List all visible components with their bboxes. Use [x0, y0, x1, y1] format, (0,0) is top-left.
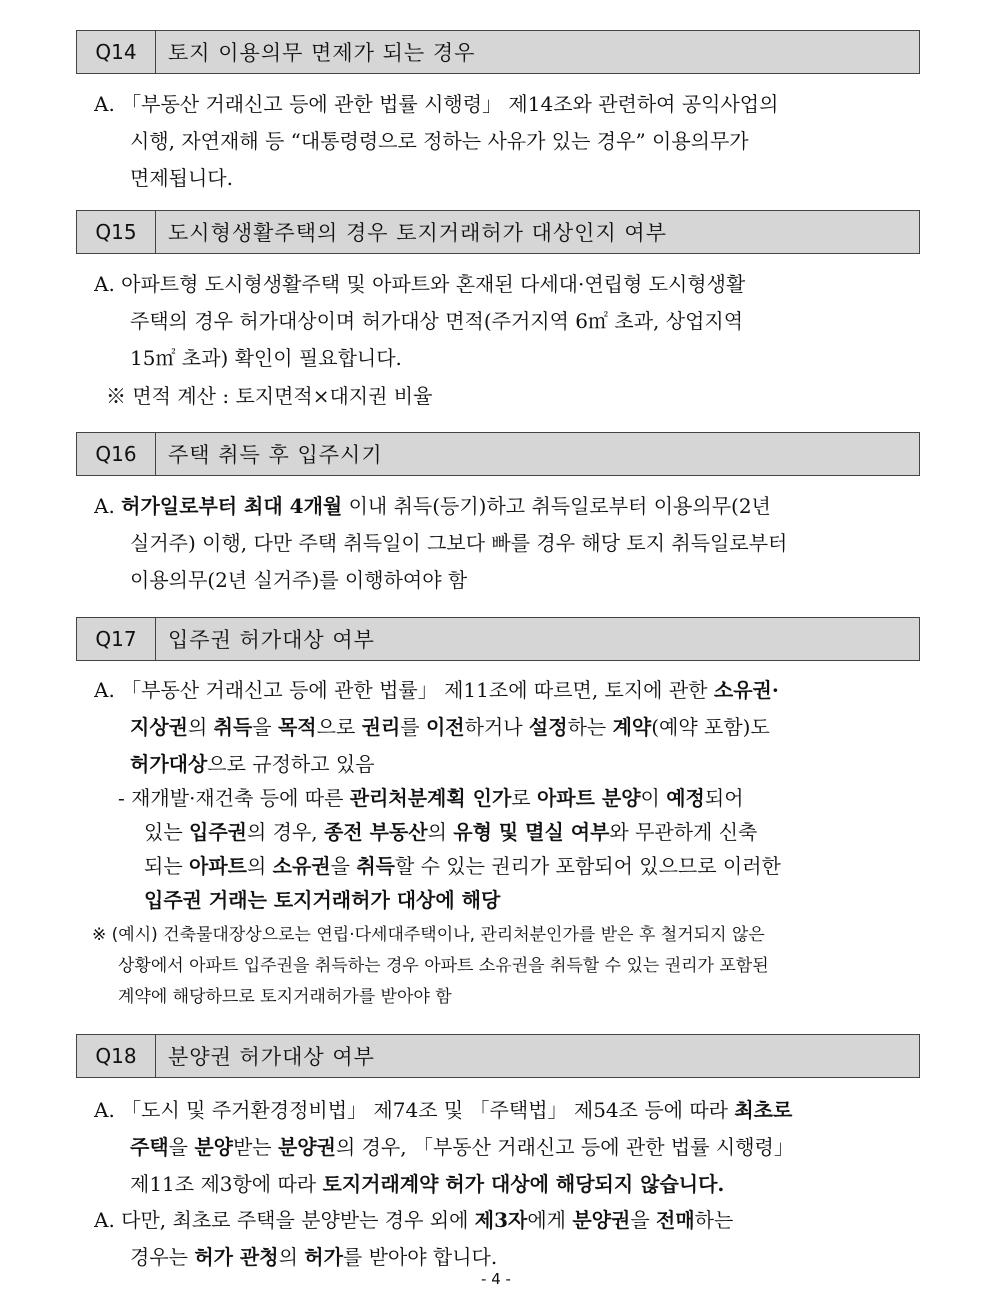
- q18-text: A. 다만, 최초로 주택을 분양받는 경우 외에: [94, 1208, 475, 1232]
- q18-emphasis: 분양: [194, 1135, 233, 1159]
- q16-answer-line-2: 실거주) 이행, 다만 주택 취득일이 그보다 빠를 경우 해당 토지 취득일로부터: [130, 531, 788, 555]
- q18-text: A. 「도시 및 주거환경정비법」 제74조 및 「주택법」 제54조 등에 따라: [94, 1098, 735, 1122]
- q17-text: 이: [640, 786, 667, 810]
- q18-text: 받는: [232, 1135, 278, 1159]
- q16-text: 이내 취득(등기)하고 취득일로부터 이용의무(2년: [342, 494, 771, 518]
- q17-emphasis: 취득: [356, 854, 395, 878]
- q17-text: 하는: [567, 715, 613, 739]
- q15-number: Q15: [77, 211, 156, 253]
- q17-example-line-3: 계약에 해당하므로 토지거래허가를 받아야 함: [118, 987, 452, 1007]
- q14-header: [76, 30, 920, 74]
- q14-answer: [94, 86, 922, 197]
- q17-text: 하거나: [464, 715, 529, 739]
- q18-emphasis: 분양권: [277, 1135, 336, 1159]
- q17-emphasis: 관리처분계획 인가: [349, 786, 512, 810]
- q17-text: - 재개발·재건축 등에 따른: [118, 786, 350, 810]
- q14-answer-line-2: 시행, 자연재해 등 “대통령령으로 정하는 사유가 있는 경우” 이용의무가: [130, 129, 749, 153]
- q18-text: 을: [168, 1135, 195, 1159]
- q17-text: 을: [330, 854, 357, 878]
- q18-header: [76, 1034, 920, 1078]
- q18-emphasis: 최초로: [734, 1098, 793, 1122]
- q17-text: 로: [511, 786, 537, 810]
- q17-emphasis: 소유권: [272, 854, 331, 878]
- q17-example: [92, 920, 922, 1013]
- q18-answer-2-line-1: [94, 1202, 922, 1239]
- q17-detail-line-3: [118, 849, 922, 883]
- q14-number: Q14: [77, 31, 156, 73]
- q15-header: [76, 210, 920, 254]
- q18-text: 을: [630, 1208, 656, 1232]
- q18-emphasis: 토지거래계약 허가 대상에 해당되지 않습니다.: [322, 1172, 725, 1196]
- q17-title: 입주권 허가대상 여부: [168, 628, 375, 652]
- q14-answer-line-1: A. 「부동산 거래신고 등에 관한 법률 시행령」 제14조와 관련하여 공익사업의: [94, 92, 779, 116]
- q15-title: 도시형생활주택의 경우 토지거래허가 대상인지 여부: [168, 221, 667, 245]
- q17-emphasis: 취득: [213, 715, 253, 739]
- q17-emphasis: 아파트: [189, 854, 247, 878]
- q17-emphasis: 허가대상: [130, 752, 208, 776]
- q17-emphasis: 입주권 거래는 토지거래허가 대상에 해당: [144, 888, 501, 912]
- q17-emphasis: 이전: [425, 715, 465, 739]
- q16-header: [76, 432, 920, 476]
- q18-emphasis: 전매: [656, 1208, 695, 1232]
- q17-text: 를: [400, 715, 426, 739]
- q18-text: 경우는: [130, 1245, 195, 1269]
- q17-text: 할 수 있는 권리가 포함되어 있으므로 이러한: [394, 854, 781, 878]
- q18-number: Q18: [77, 1035, 156, 1077]
- q17-text: A. 「부동산 거래신고 등에 관한 법률」 제11조에 따르면, 토지에 관한: [94, 678, 714, 702]
- q15-note: ※ 면적 계산 : 토지면적×대지권 비율: [106, 384, 433, 408]
- q14-title: 토지 이용의무 면제가 되는 경우: [168, 41, 476, 65]
- q16-answer-line-3: 이용의무(2년 실거주)를 이행하여야 함: [130, 568, 468, 592]
- q18-answer-1-line-2: [94, 1129, 922, 1166]
- q17-text: 와 무관하게 신축: [609, 820, 758, 844]
- q17-emphasis: 설정: [528, 715, 568, 739]
- q18-title: 분양권 허가대상 여부: [168, 1045, 375, 1069]
- q17-emphasis: 권리: [361, 715, 401, 739]
- q16-answer: [94, 488, 922, 599]
- q14-answer-line-3: 면제됩니다.: [130, 166, 233, 190]
- q18-text: 에게: [527, 1208, 573, 1232]
- q15-answer-line-1: A. 아파트형 도시형생활주택 및 아파트와 혼재된 다세대·연립형 도시형생활: [94, 272, 746, 296]
- q17-example-line-1: ※ (예시) 건축물대장상으로는 연립·다세대주택이나, 관리처분인가를 받은 후 철거되지 않은: [92, 925, 765, 945]
- q17-header: [76, 617, 920, 661]
- q18-emphasis: 허가 관청: [194, 1245, 279, 1269]
- q17-text: 있는: [144, 820, 189, 844]
- q17-emphasis: 계약: [612, 715, 652, 739]
- q15-answer-line-2: 주택의 경우 허가대상이며 허가대상 면적(주거지역 6㎡ 초과, 상업지역: [130, 309, 744, 333]
- q18-emphasis: 제3자: [474, 1208, 528, 1232]
- q16-title: 주택 취득 후 입주시기: [168, 443, 383, 467]
- q17-emphasis: 아파트 분양: [536, 786, 641, 810]
- q15-answer: [94, 266, 922, 377]
- q18-emphasis: 주택: [130, 1135, 169, 1159]
- q18-answer-2: [94, 1202, 922, 1276]
- q16-answer-line-1: [94, 488, 922, 525]
- q17-answer-line-2: [94, 709, 922, 746]
- q18-answer-1-line-1: [94, 1092, 922, 1129]
- q18-emphasis: 분양권: [572, 1208, 631, 1232]
- q17-text: 되는: [144, 854, 189, 878]
- q18-text: 의 경우, 「부동산 거래신고 등에 관한 법률 시행령」: [335, 1135, 794, 1159]
- q17-text: 으로: [316, 715, 362, 739]
- q17-answer-line-1: [94, 672, 922, 709]
- q18-text: 제11조 제3항에 따라: [130, 1172, 323, 1196]
- q17-text: 의 경우,: [246, 820, 325, 844]
- page-number: - 4 -: [481, 1270, 511, 1288]
- q17-text: (예약 포함)도: [651, 715, 770, 739]
- q17-emphasis: 소유권·: [713, 678, 779, 702]
- q17-answer-line-3: [94, 746, 922, 783]
- q17-text: 을: [252, 715, 278, 739]
- q17-emphasis: 종전 부동산: [324, 820, 428, 844]
- q17-text: 의: [427, 820, 454, 844]
- q16-number: Q16: [77, 433, 156, 475]
- q17-detail: [118, 781, 922, 917]
- q17-emphasis: 지상권: [130, 715, 188, 739]
- q17-emphasis: 입주권: [189, 820, 247, 844]
- q17-detail-line-1: [118, 781, 922, 815]
- q18-text: 를 받아야 합니다.: [342, 1245, 498, 1269]
- q17-detail-line-2: [118, 815, 922, 849]
- q17-emphasis: 목적: [277, 715, 317, 739]
- q17-number: Q17: [77, 618, 156, 660]
- q17-example-line-2: 상황에서 아파트 입주권을 취득하는 경우 아파트 소유권을 취득할 수 있는 권리가 포함된: [118, 956, 769, 976]
- q17-text: 되어: [704, 786, 744, 810]
- q18-text: 의: [278, 1245, 305, 1269]
- q18-answer-1-line-3: [94, 1166, 922, 1203]
- answer-marker: A.: [94, 494, 122, 518]
- q18-answer-1: [94, 1092, 922, 1203]
- q17-text: 의: [187, 715, 214, 739]
- q15-answer-line-3: 15㎡ 초과) 확인이 필요합니다.: [130, 346, 402, 370]
- q16-emphasis: 허가일로부터 최대 4개월: [121, 494, 343, 518]
- q17-detail-line-4: [118, 883, 922, 917]
- q17-text: 의: [246, 854, 273, 878]
- q18-emphasis: 허가: [304, 1245, 343, 1269]
- q17-emphasis: 유형 및 멸실 여부: [453, 820, 610, 844]
- q17-answer: [94, 672, 922, 783]
- q17-emphasis: 예정: [666, 786, 705, 810]
- q17-text: 으로 규정하고 있음: [207, 752, 375, 776]
- q18-text: 하는: [694, 1208, 734, 1232]
